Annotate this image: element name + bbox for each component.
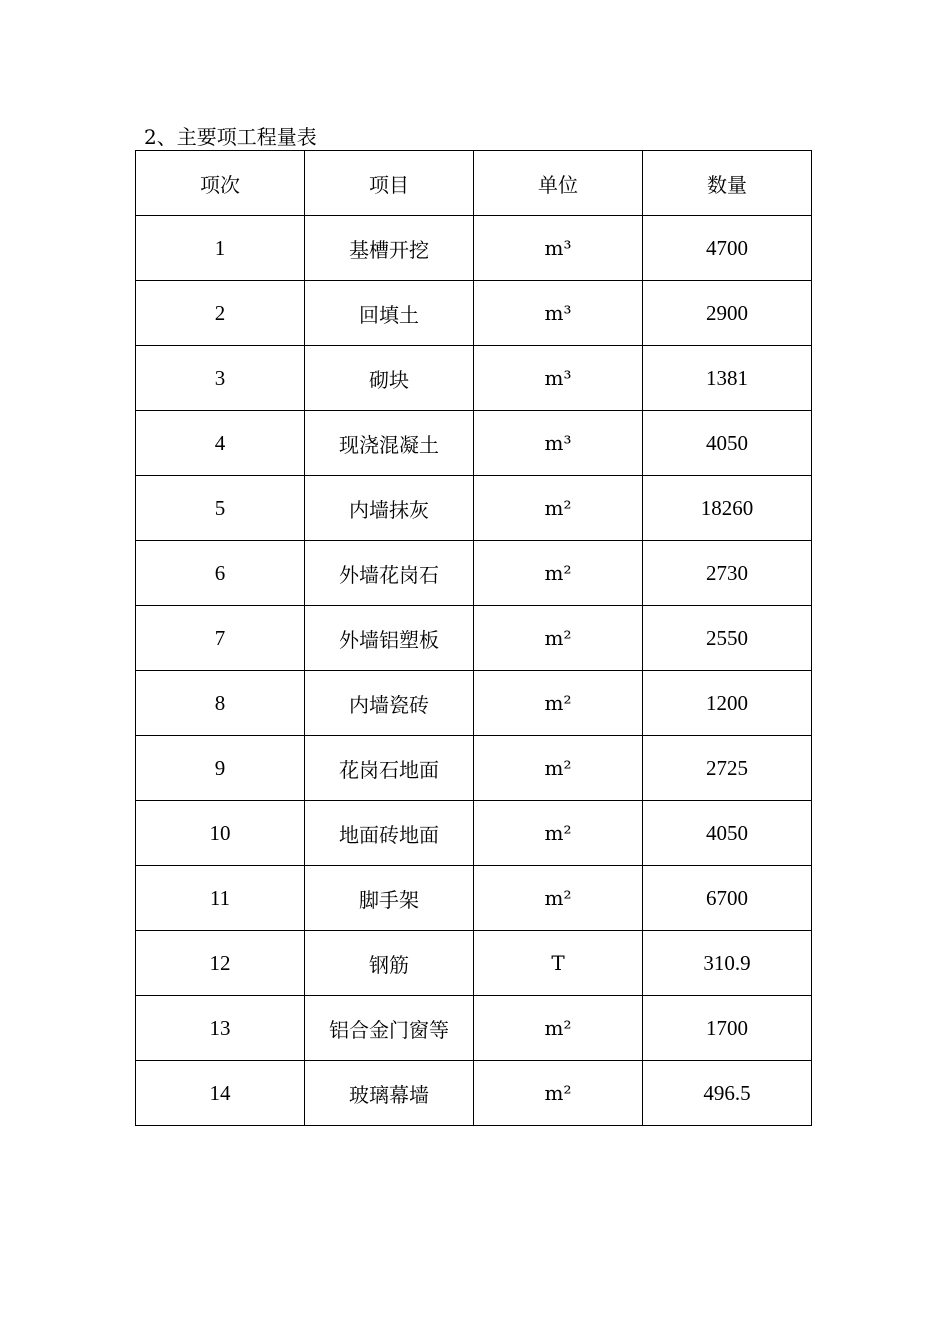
cell-item-no: 2 [136,281,305,346]
cell-quantity: 1381 [643,346,812,411]
cell-quantity: 4050 [643,411,812,476]
cell-quantity: 2730 [643,541,812,606]
table-row [136,736,812,801]
cell-item-name: 现浇混凝土 [305,411,474,476]
table-row [136,411,812,476]
header-unit: 单位 [474,151,643,216]
cell-quantity: 4700 [643,216,812,281]
table-row [136,1061,812,1126]
cell-item-name: 外墙花岗石 [305,541,474,606]
table-row [136,866,812,931]
cell-item-name: 铝合金门窗等 [305,996,474,1061]
cell-unit: T [474,931,643,996]
table-row [136,671,812,736]
cell-quantity: 2550 [643,606,812,671]
cell-item-name: 回填土 [305,281,474,346]
cell-item-no: 11 [136,866,305,931]
cell-item-name: 地面砖地面 [305,801,474,866]
cell-quantity: 310.9 [643,931,812,996]
cell-unit: m³ [474,281,643,346]
header-item-no: 项次 [136,151,305,216]
cell-item-name: 内墙抹灰 [305,476,474,541]
cell-item-no: 14 [136,1061,305,1126]
cell-item-no: 3 [136,346,305,411]
table-row [136,606,812,671]
table-row [136,801,812,866]
cell-quantity: 6700 [643,866,812,931]
cell-item-no: 6 [136,541,305,606]
cell-item-name: 外墙铝塑板 [305,606,474,671]
cell-item-name: 花岗石地面 [305,736,474,801]
cell-quantity: 18260 [643,476,812,541]
table-row [136,346,812,411]
cell-quantity: 1700 [643,996,812,1061]
table-body [136,216,812,1126]
cell-unit: m² [474,671,643,736]
quantity-table [135,150,812,1126]
table-row [136,216,812,281]
cell-unit: m² [474,1061,643,1126]
cell-item-name: 玻璃幕墙 [305,1061,474,1126]
cell-unit: m² [474,996,643,1061]
cell-quantity: 2900 [643,281,812,346]
cell-item-no: 5 [136,476,305,541]
header-quantity: 数量 [643,151,812,216]
cell-item-no: 13 [136,996,305,1061]
cell-unit: m³ [474,411,643,476]
table-row [136,281,812,346]
cell-unit: m² [474,801,643,866]
table-header-row [136,151,812,216]
cell-quantity: 496.5 [643,1061,812,1126]
cell-item-no: 7 [136,606,305,671]
cell-item-name: 内墙瓷砖 [305,671,474,736]
cell-unit: m² [474,606,643,671]
cell-item-no: 8 [136,671,305,736]
table-row [136,541,812,606]
cell-unit: m² [474,541,643,606]
cell-item-name: 钢筋 [305,931,474,996]
cell-unit: m³ [474,346,643,411]
cell-quantity: 2725 [643,736,812,801]
cell-item-no: 1 [136,216,305,281]
cell-item-name: 基槽开挖 [305,216,474,281]
cell-item-name: 脚手架 [305,866,474,931]
table-row [136,996,812,1061]
table-row [136,931,812,996]
cell-quantity: 1200 [643,671,812,736]
cell-item-no: 4 [136,411,305,476]
cell-unit: m² [474,476,643,541]
cell-unit: m² [474,736,643,801]
table-row [136,476,812,541]
cell-quantity: 4050 [643,801,812,866]
cell-item-no: 9 [136,736,305,801]
cell-item-no: 12 [136,931,305,996]
cell-unit: m² [474,866,643,931]
section-heading: 2、主要项工程量表 [144,125,317,149]
cell-item-name: 砌块 [305,346,474,411]
header-item-name: 项目 [305,151,474,216]
cell-unit: m³ [474,216,643,281]
cell-item-no: 10 [136,801,305,866]
